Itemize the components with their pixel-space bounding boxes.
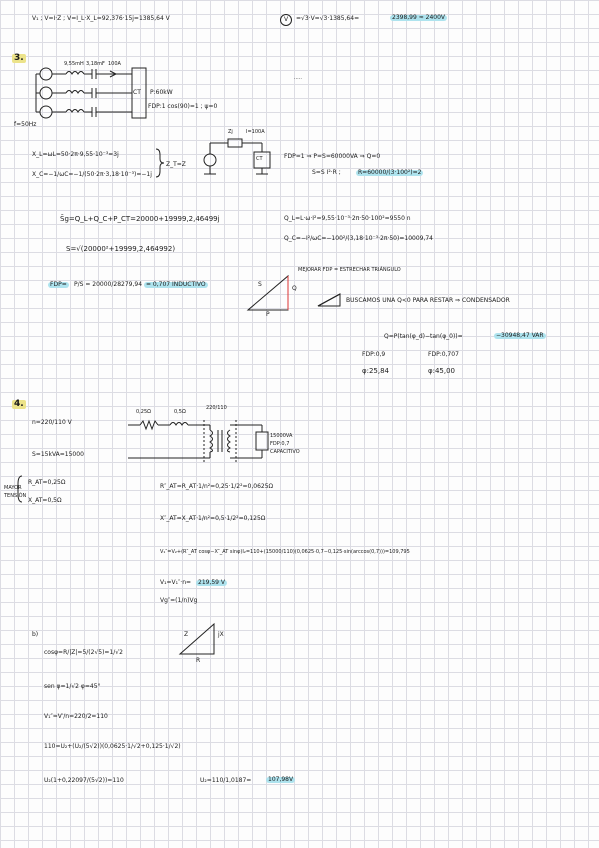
vg-relation: Vg″=(1/n)Vg [160, 597, 198, 604]
xc-equation: X_C=−1/ωC=−1/(50·2π·3,18·10⁻³)=−1j [32, 171, 152, 178]
fdp-result: = 0,707 INDUCTIVO [146, 281, 206, 288]
line-voltage-eq: =√3·V=√3·1385,64= [296, 15, 360, 22]
small-zj: Zj [228, 129, 233, 135]
power-triangle-large [248, 276, 288, 310]
qc-formula: Q=P(tan(φ_d)−tan(φ_0))= [384, 333, 463, 340]
brace [156, 149, 164, 177]
x-at-referred: X″_AT=X_AT·1/n²=0,5·1/2²=0,125Ω [160, 515, 266, 522]
fdp-b: FDP:0,707 [428, 351, 459, 358]
r-at-referred: R″_AT=R_AT·1/n²=0,25·1/2²=0,0625Ω [160, 483, 274, 490]
side-tension: TENSIÓN [4, 493, 27, 499]
qc-equation: Q_C=−I²/ωC=−100²/(3,18·10⁻³·2π·50)=10009,74 [284, 235, 434, 242]
impedance-triangle [180, 624, 214, 654]
phi-b: φ:45,00 [428, 367, 456, 375]
apparent-power: S=15kVA=15000 [32, 451, 84, 458]
side-mayor: MAYOR [4, 485, 22, 491]
resistance-label: 0,25Ω [136, 409, 151, 415]
part-b-label: b) [32, 631, 39, 638]
small-current: I=100A [246, 129, 265, 135]
power-triangle-small [318, 294, 340, 306]
fdp-note: FDP=1 ⇒ P=S=60000VA ⇒ Q=0 [284, 153, 381, 160]
load-fdp: FDP:0,7 [270, 441, 290, 447]
x-at: X_AT=0,5Ω [28, 497, 62, 504]
small-ct: CT [256, 156, 263, 162]
phi-a: φ:25,84 [362, 367, 390, 375]
mejorar-note: MEJORAR FDP = ESTRECHAR TRIÁNGULO [298, 267, 401, 273]
buscamos-note: BUSCAMOS UNA Q<0 PARA RESTAR ⇒ CONDENSADOR [346, 297, 510, 304]
ql-equation: Q_L=L·ω·I²=9,55·10⁻³·2π·50·100²=9550 n [284, 215, 411, 222]
triangle-jx-label: jX [218, 631, 224, 638]
xl-equation: X_L=ωL=50·2π·9,55·10⁻³=3j [32, 151, 119, 158]
fdp-eq-label: FDP= [50, 281, 67, 288]
s-equation: S=S I²·R ; [312, 169, 341, 176]
u2-result: 107,98V [268, 776, 294, 783]
capacitor-label: 3,18mF [86, 61, 105, 67]
sin-phi: sen φ=1/√2 φ=45° [44, 683, 101, 690]
frequency-label: f=50Hz [14, 121, 37, 128]
load-type: CAPACITIVO [270, 449, 300, 455]
problem-4-number: 4. [14, 399, 24, 409]
triangle-s-label: S [258, 281, 262, 288]
problem-3-number: 3. [14, 53, 24, 63]
triangle-z-label: Z [184, 631, 189, 638]
load-va: 15000VA [270, 433, 293, 439]
reactance-label: 0,5Ω [174, 409, 186, 415]
sg-equation: S̄g=Q_L+Q_C+P_CT=20000+19999,2,46499j [60, 215, 220, 223]
r-value: R=60000/(3·100²)=2 [358, 169, 422, 176]
fdp-a: FDP:0,9 [362, 351, 386, 358]
ct-label: CT [133, 89, 141, 96]
fdp-label: FDP:1 cos(90)=1 ; ψ=0 [148, 103, 218, 110]
turns-ratio: n=220/110 V [32, 419, 72, 426]
dots: ..... [294, 75, 302, 81]
inductor-label: 9,55mH [64, 61, 84, 67]
current-label: 100A [108, 61, 121, 67]
three-phase-circuit [36, 68, 146, 118]
circled-v: V [280, 14, 292, 26]
transformer-ratio: 220/110 [206, 405, 227, 411]
v1-result: 219,59 V [198, 579, 226, 586]
transformer-circuit [128, 420, 268, 464]
eq-110: 110=U₂+(U₂/(5√2))(0,0625·1/√2+0,125·1/√2) [44, 743, 181, 750]
vl-equation: V₁ ; V=I·Z ; V=I_L·X_L=92,376·15j=1385,64 V [32, 15, 170, 22]
power-label: P:60kW [150, 89, 173, 96]
v1-referred: V₁″=V′/n=220/2=110 [44, 713, 108, 720]
triangle-r-label: R [196, 657, 201, 664]
v1-result-label: V₁=V₁″·n= [160, 579, 192, 586]
u2-result-label: U₂=110/1,0187= [200, 777, 252, 784]
z-total: Z_T=Z [166, 161, 186, 168]
cos-phi: cosφ=R/|Z|=5/(2√5)=1/√2 [44, 649, 123, 656]
qc-result: −30948,47 VAR [496, 332, 544, 339]
v1-equation: V₁″=V₂+(R″_AT cosφ−X″_AT sinφ)I₂=110+(15000/110)(0,0625·0,7−0,125·sin(arccos(0,7)))=109,795 [160, 549, 410, 555]
triangle-q-label: Q [292, 285, 297, 292]
u2-equation: U₂(1+0,22097/(5√2))=110 [44, 777, 124, 784]
s-magnitude: S=√(20000²+19999,2,464992) [66, 245, 176, 253]
triangle-p-label: P [266, 311, 270, 318]
line-voltage-result: 2398,99 ≈ 2400V [392, 14, 446, 21]
r-at: R_AT=0,25Ω [28, 479, 66, 486]
fdp-fraction: P/S = 20000/28279,94 [74, 281, 143, 288]
